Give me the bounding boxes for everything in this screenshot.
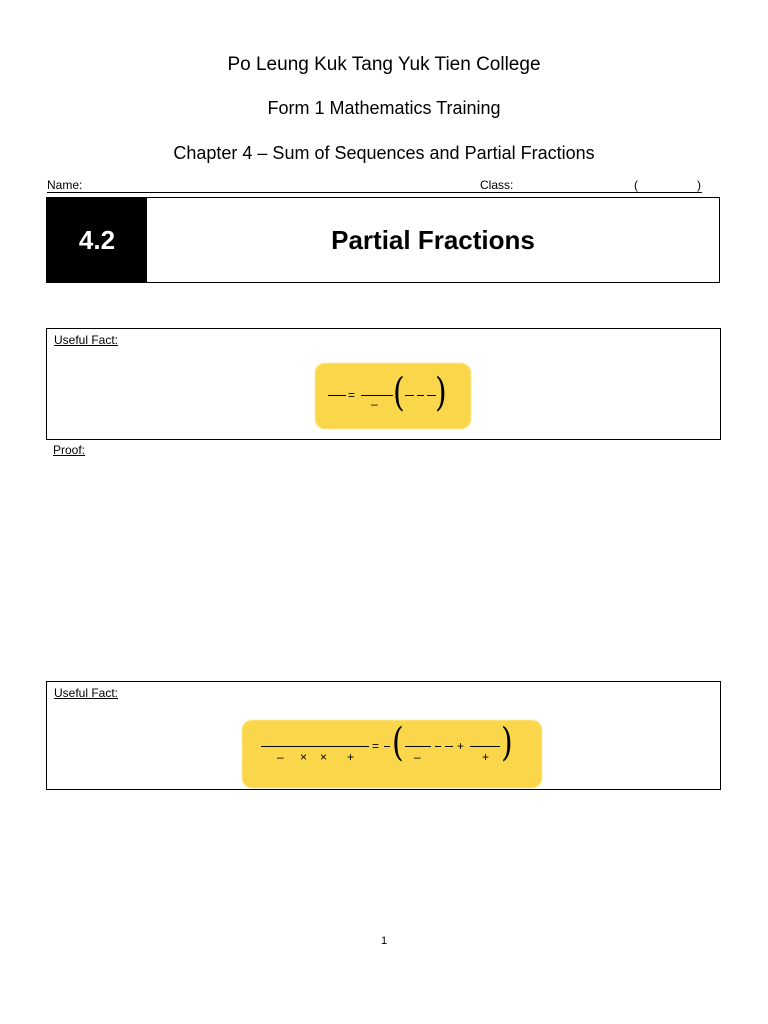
right-paren: ) (501, 720, 513, 767)
fraction-bar (328, 395, 346, 396)
minus-sign: – (414, 750, 421, 764)
fraction-bar (405, 746, 431, 747)
right-paren: ) (435, 370, 447, 417)
class-field-line[interactable] (477, 192, 702, 193)
plus-sign: + (482, 750, 490, 764)
name-label: Name: (47, 178, 83, 192)
minus-bar (417, 395, 424, 396)
times-sign: × (320, 750, 328, 764)
minus-sign: – (277, 750, 284, 764)
school-name: Po Leung Kuk Tang Yuk Tien College (227, 54, 541, 75)
plus-sign: + (347, 750, 355, 764)
minus-sign: – (371, 397, 378, 411)
minus-bar (435, 746, 441, 747)
left-paren: ( (392, 720, 404, 767)
section-title: Partial Fractions (331, 224, 535, 255)
fraction-bar (445, 746, 453, 747)
fraction-bar (361, 395, 393, 396)
section-number: 4.2 (47, 198, 147, 282)
section-header (46, 197, 720, 283)
left-paren: ( (393, 370, 405, 417)
name-field-line[interactable] (47, 192, 477, 193)
fraction-bar (384, 746, 390, 747)
useful-fact-box-1 (46, 328, 721, 440)
times-sign: × (300, 750, 308, 764)
useful-fact-label-2: Useful Fact: (54, 686, 119, 700)
class-label: Class: (480, 178, 514, 192)
fraction-bar (470, 746, 500, 747)
equals-sign: = (372, 739, 380, 753)
number-close-paren: ) (697, 178, 701, 192)
number-open-paren: ( (634, 178, 638, 192)
equals-sign: = (348, 388, 356, 402)
page-number: 1 (380, 935, 388, 947)
course-title: Form 1 Mathematics Training (267, 98, 501, 118)
useful-fact-box-2 (46, 681, 721, 790)
fraction-bar (261, 746, 369, 747)
proof-label: Proof: (53, 443, 86, 457)
useful-fact-label-1: Useful Fact: (54, 333, 119, 347)
fraction-bar (405, 395, 414, 396)
chapter-title: Chapter 4 – Sum of Sequences and Partial Fractions (173, 143, 595, 163)
plus-sign: + (457, 739, 465, 753)
